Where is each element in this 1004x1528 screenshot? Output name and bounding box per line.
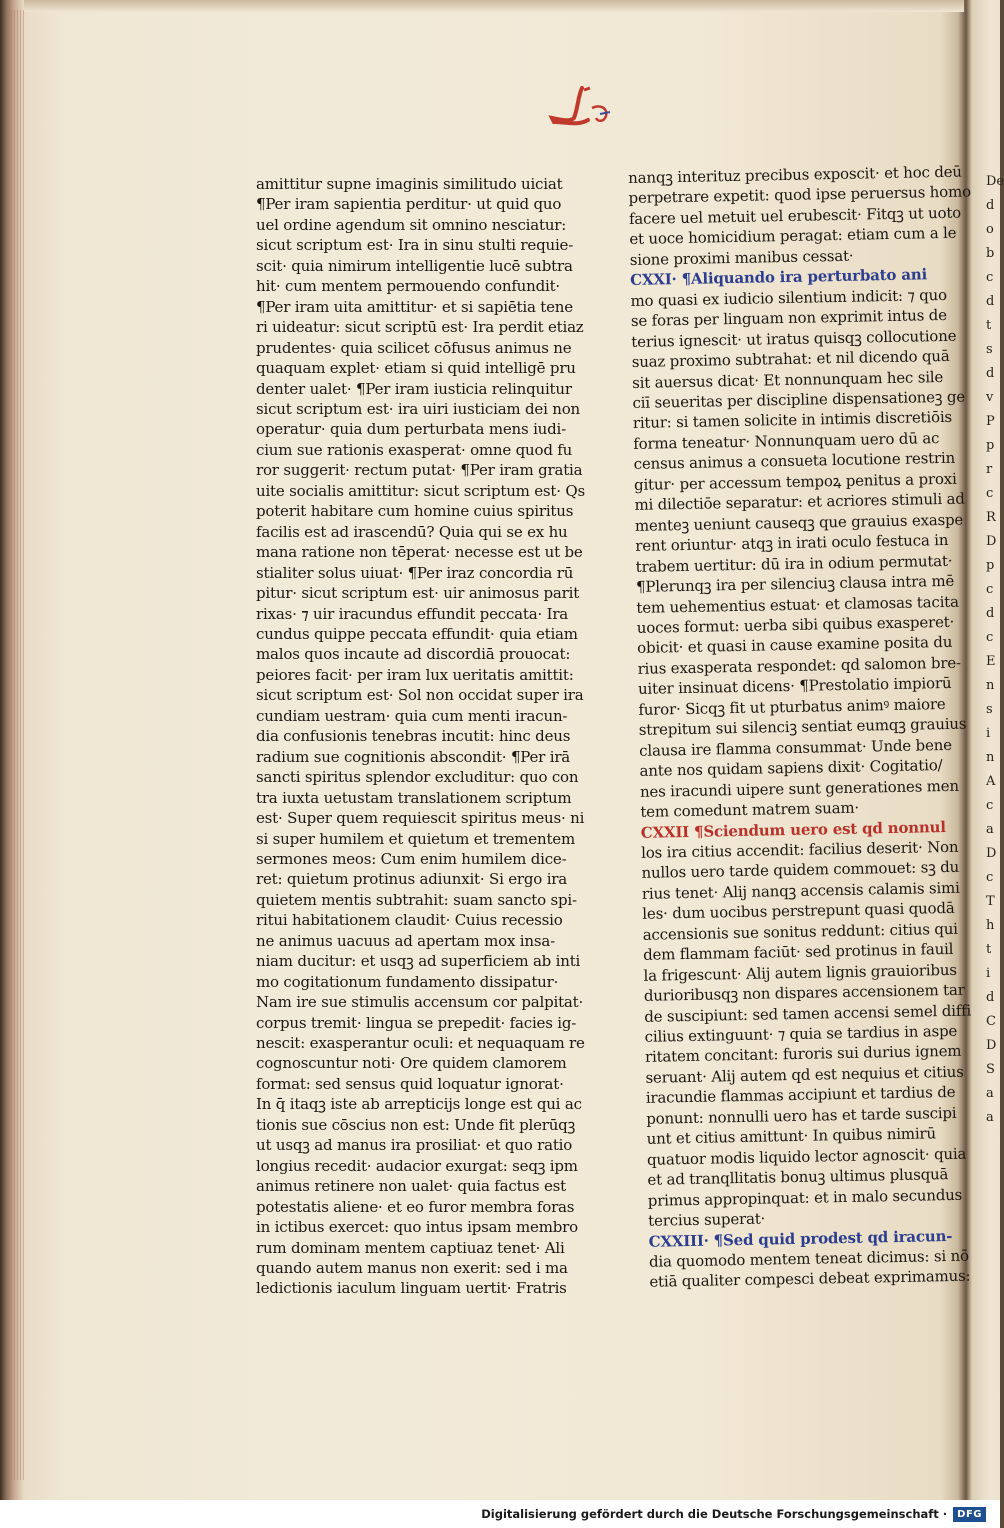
text-line: sancti spiritus splendor excluditur: quo con xyxy=(256,768,579,787)
text-line: primus appropinquat: et in malo secundus xyxy=(647,1185,963,1210)
text-line: mi dilectiōe separatur: et acriores stimuli ad xyxy=(634,489,965,515)
text-line: tem comedunt matrem suam· xyxy=(640,798,860,821)
text-line: tercius superat· xyxy=(648,1209,766,1230)
text-line: animus retinere non ualet· quia factus est xyxy=(256,1177,566,1196)
text-line: ¶Plerunqꝫ ira per silenciuꝫ clausa intra mē xyxy=(635,571,955,596)
text-line: sione proximi manibus cessat· xyxy=(629,246,854,269)
text-line: gitur· per accessum tempoꝝ penitus a proxi xyxy=(633,469,957,494)
text-line: seruant· Alij autem qd est nequius et citius xyxy=(645,1062,964,1087)
right-text-column xyxy=(628,162,972,1293)
text-line: strepitum sui silenciꝫ sentiat eumqꝫ grauius xyxy=(638,714,967,740)
text-line: nullos uero tarde quidem commouet: sꝫ du xyxy=(641,858,960,883)
next-page-fragment: D xyxy=(986,534,997,549)
footer-credit: Digitalisierung gefördert durch die Deutsche Forschungsgemeinschaft · xyxy=(481,1507,948,1521)
text-line: prudentes· quia scilicet cōfusus animus ne xyxy=(256,338,572,357)
text-line: ¶Per iram sapientia perditur· ut quid quo xyxy=(256,195,562,214)
next-page-fragment: v xyxy=(986,390,994,405)
next-page-fragment: De xyxy=(986,174,1004,189)
text-line: dem flammam faciūt· sed protinus in fauil xyxy=(642,940,954,965)
text-line: rent oriuntur· atqꝫ in irati oculo festuca in xyxy=(635,531,949,556)
next-page-fragment: d xyxy=(986,606,995,621)
left-text-column xyxy=(256,174,585,1299)
text-line: furor· Sicqꝫ fit ut pturbatus animꝰ maiore xyxy=(638,694,946,719)
text-line: CXXII ¶Sciendum uero est qd nonnul xyxy=(640,817,946,842)
text-line: durioribusqꝫ non dispares accensionem tar xyxy=(643,980,965,1005)
text-line: forma teneatur· Nonnunquam uero dū ac xyxy=(633,428,940,453)
next-page-fragment: s xyxy=(986,342,993,357)
text-line: tionis sue cōscius non est: Unde fit plerūqꝫ xyxy=(256,1115,576,1134)
text-line: se foras per linguam non exprimit intus de xyxy=(630,306,947,331)
text-line: los ira citius accendit: facilius deserit· Non xyxy=(640,837,959,862)
next-page-fragment: a xyxy=(986,822,994,837)
text-line: denter ualet· ¶Per iram iusticia relinquitur xyxy=(256,379,572,398)
next-page-fragment: c xyxy=(986,486,994,501)
text-line: clausa ire flamma consummat· Unde bene xyxy=(639,735,952,760)
text-line: in ictibus exercet: quo intus ipsam membro xyxy=(256,1218,578,1237)
next-page-fragment: P xyxy=(986,414,995,429)
text-line: mo cogitationum fundamento dissipatur· xyxy=(256,972,559,991)
text-line: uite socialis amittitur: sicut scriptum est· Qs xyxy=(256,481,585,500)
text-line: ne animus uacuus ad apertam mox insa- xyxy=(256,931,555,950)
text-line: mana ratione non tēperat· necesse est ut be xyxy=(256,543,583,562)
text-line: quando autem manus non exerit: sed i ma xyxy=(256,1259,568,1278)
text-line: ret: quietum protinus adiunxit· Si ergo ira xyxy=(256,870,568,889)
text-line: dia confusionis tenebras incutit: hinc deus xyxy=(256,727,571,746)
leaf-top-edge xyxy=(24,0,964,12)
text-line: nescit: exasperantur oculi: et nequaquam re xyxy=(256,1034,585,1053)
text-line: la frigescunt· Alij autem lignis grauioribus xyxy=(643,960,957,985)
text-line: ante nos quidam sapiens dixit· Cogitatio/ xyxy=(639,756,943,781)
text-line: les· dum uocibus perstrepunt quasi quodā xyxy=(642,899,955,924)
next-page-fragment: n xyxy=(986,678,995,693)
folio-mark xyxy=(548,82,618,132)
text-line: uiter insinuat dicens· ¶Prestolatio impiorū xyxy=(637,674,952,699)
text-line: cognoscuntur noti· Ore quidem clamorem xyxy=(256,1054,567,1073)
text-line: sit auersus dicat· Et nonnunquam hec sile xyxy=(631,367,944,392)
text-line: Nam ire sue stimulis accensum cor palpitat· xyxy=(256,993,584,1012)
text-line: potestatis aliene· et eo furor membra foras xyxy=(256,1197,575,1216)
text-line: stialiter solus uiuat· ¶Per iraz concordia rū xyxy=(256,563,574,582)
text-line: ledictionis iaculum linguam uertit· Fratris xyxy=(256,1279,567,1298)
dfg-logo: DFG xyxy=(953,1507,986,1522)
text-line: sicut scriptum est· Sol non occidat super ira xyxy=(256,686,584,705)
next-page-fragment: o xyxy=(986,222,994,237)
text-line: trabem uertitur: dū ira in odium permutat· xyxy=(635,551,953,576)
next-page-fragment: a xyxy=(986,1086,994,1101)
text-line: poterit habitare cum homine cuius spiritus xyxy=(256,502,574,521)
text-line: rixas· ⁊ uir iracundus effundit peccata· Ira xyxy=(256,604,569,623)
text-line: unt et citius amittunt· In quibus nimirū xyxy=(646,1124,937,1149)
text-line: menteꝫ ueniunt causeqꝫ que grauius exaspe xyxy=(634,510,964,535)
text-line: longius recedit· audacior exurgat: seqꝫ ipm xyxy=(256,1156,578,1175)
text-line: tem uehementius estuat· et clamosas tacita xyxy=(636,592,959,617)
text-line: dia quomodo mentem teneat dicimus: si nō xyxy=(648,1246,969,1271)
text-line: format: sed sensus quid loquatur ignorat· xyxy=(256,1074,564,1093)
next-page-fragment: D xyxy=(986,1038,997,1053)
text-line: quaquam explet· etiam si quid intelligē pru xyxy=(256,359,576,378)
text-line: rum dominam mentem captiuaz tenet· Ali xyxy=(256,1238,565,1257)
next-page-fragment: b xyxy=(986,246,995,261)
text-line: etiā qualiter compesci debeat exprimamus: xyxy=(649,1267,971,1292)
next-page-edge-text xyxy=(986,170,1004,1270)
text-line: pitur· sicut scriptum est· uir animosus parit xyxy=(256,584,580,603)
text-line: cium sue rationis exasperat· omne quod fu xyxy=(256,440,573,459)
next-page-fragment: d xyxy=(986,990,995,1005)
next-page-fragment: C xyxy=(986,1014,996,1029)
text-line: quietem mentis subtrahit: suam sancto spi- xyxy=(256,890,577,909)
next-page-fragment: d xyxy=(986,294,995,309)
text-line: cilius extinguunt· ⁊ quia se tardius in aspe xyxy=(644,1021,958,1046)
next-page-fragment: A xyxy=(986,774,996,789)
text-line: census animus a consueta locutione restrin xyxy=(633,449,956,474)
next-page-fragment: p xyxy=(986,558,995,573)
text-line: nes iracundi uipere sunt generationes men xyxy=(639,776,960,801)
text-line: si super humilem et quietum et trementem xyxy=(256,829,575,848)
text-line: iracundie flammas accipiunt et tardius de xyxy=(645,1083,956,1108)
text-line: ri uideatur: sicut scriptū est· Ira perdit etiaz xyxy=(256,318,584,337)
text-line: mo quasi ex iudicio silentium indicit: ⁊ quo xyxy=(630,285,948,310)
next-page-fragment: d xyxy=(986,198,995,213)
text-line: peiores facit· per iram lux ueritatis amittit: xyxy=(256,665,574,684)
text-line: In q̄ itaqꝫ iste ab arrepticijs longe est qui ac xyxy=(256,1095,582,1114)
text-line: rius exasperata respondet: qd salomon bre- xyxy=(637,653,961,678)
text-line: ritatem concitant: furoris sui durius ignem xyxy=(644,1042,962,1067)
text-line: CXXIII· ¶Sed quid prodest qd iracun- xyxy=(648,1226,953,1251)
next-page-fragment: c xyxy=(986,798,994,813)
next-page-fragment: c xyxy=(986,630,994,645)
next-page-fragment: h xyxy=(986,918,995,933)
text-line: ¶Per iram uita amittitur· et si sapiētia tene xyxy=(256,297,573,316)
next-page-fragment: D xyxy=(986,846,997,861)
text-line: malos quos incaute ad discordiā prouocat: xyxy=(256,645,571,664)
text-line: sicut scriptum est· Ira in sinu stulti requie- xyxy=(256,236,574,255)
next-page-fragment: a xyxy=(986,1110,994,1125)
footer-bar xyxy=(0,1500,1000,1528)
text-line: cundiam uestram· quia cum menti iracun- xyxy=(256,706,568,725)
next-page-fragment: i xyxy=(986,966,991,981)
text-line: ror suggerit· rectum putat· ¶Per iram gratia xyxy=(256,461,583,480)
next-page-fragment: s xyxy=(986,702,993,717)
next-page-fragment: c xyxy=(986,270,994,285)
text-line: ciī seueritas per discipline dispensationeꝫ ge xyxy=(632,387,966,412)
text-line: operatur· quia dum perturbata mens iudi- xyxy=(256,420,566,439)
text-line: niam ducitur: et usqꝫ ad superficiem ab inti xyxy=(256,952,581,971)
next-page-fragment: t xyxy=(986,318,992,333)
text-line: et uoce homicidium peragat: etiam cum a le xyxy=(629,224,957,249)
text-line: est· Super quem requiescit spiritus meus· ni xyxy=(256,809,585,828)
text-line: corpus tremit· lingua se prepedit· facies ig- xyxy=(256,1013,577,1032)
text-line: scit· quia nimirum intelligentie lucē subtra xyxy=(256,256,573,275)
text-line: uoces formut: uerba sibi quibus exasperet· xyxy=(636,612,955,637)
text-line: perpetrare expetit: quod ipse peruersus homo xyxy=(628,182,972,208)
text-line: ponunt: nonnulli uero has et tarde suscipi xyxy=(646,1103,957,1128)
next-page-fragment: E xyxy=(986,654,996,669)
text-line: amittitur supne imaginis similitudo uiciat xyxy=(256,175,563,193)
text-line: cundus quippe peccata effundit· quia etiam xyxy=(256,624,578,643)
text-line: uel ordine agendum sit omnino nesciatur: xyxy=(256,215,567,234)
text-line: terius ignescit· ut iratus quisqꝫ collocutione xyxy=(631,326,957,351)
text-line: ut usqꝫ ad manus ira prosiliat· et quo ratio xyxy=(256,1136,573,1155)
text-line: de suscipiunt: sed tamen accensi semel diffi xyxy=(644,1001,972,1026)
text-line: rius tenet· Alij nanqꝫ accensis calamis simi xyxy=(641,878,960,903)
text-line: sermones meos: Cum enim humilem dice- xyxy=(256,849,567,868)
text-line: et ad tranqllitatis bonuꝫ ultimus plusquā xyxy=(647,1165,949,1190)
text-line: ritur: si tamen solicite in intimis discretiōis xyxy=(632,408,953,433)
next-page-fragment: c xyxy=(986,870,994,885)
next-page-fragment: c xyxy=(986,582,994,597)
text-line: suaz proximo subtrahat: et nil dicendo quā xyxy=(631,346,950,372)
text-line: radium sue cognitionis abscondit· ¶Per irā xyxy=(256,747,571,766)
text-line: quatuor modis liquido lector agnoscit· quia xyxy=(646,1144,967,1169)
next-page-fragment: d xyxy=(986,366,995,381)
text-line: CXXI· ¶Aliquando ira perturbato ani xyxy=(629,265,928,290)
next-page-fragment: T xyxy=(986,894,995,909)
next-page-fragment: i xyxy=(986,726,991,741)
text-line: ritui habitationem claudit· Cuius recessio xyxy=(256,911,563,930)
next-page-fragment: t xyxy=(986,942,992,957)
text-line: facilis est ad irascendū? Quia qui se ex hu xyxy=(256,522,568,541)
book-edge-lines xyxy=(8,10,24,1480)
next-page-fragment: p xyxy=(986,438,995,453)
text-line: obicit· et quasi in cause examine posita du xyxy=(637,633,953,658)
next-page-fragment: R xyxy=(986,510,996,525)
next-page-fragment: r xyxy=(986,462,993,477)
text-line: hit· cum mentem permouendo confundit· xyxy=(256,277,560,296)
text-line: sicut scriptum est· ira uiri iusticiam dei non xyxy=(256,399,581,418)
next-page-fragment: n xyxy=(986,750,995,765)
text-line: nanqꝫ interituz precibus exposcit· et hoc deū xyxy=(628,162,962,187)
text-line: accensionis sue sonitus reddunt: citius qui xyxy=(642,919,958,944)
text-line: tra iuxta uetustam translationem scriptum xyxy=(256,788,572,807)
next-page-fragment: S xyxy=(986,1062,995,1077)
text-line: facere uel metuit uel erubescit· Fitqꝫ ut uoto xyxy=(628,203,962,228)
